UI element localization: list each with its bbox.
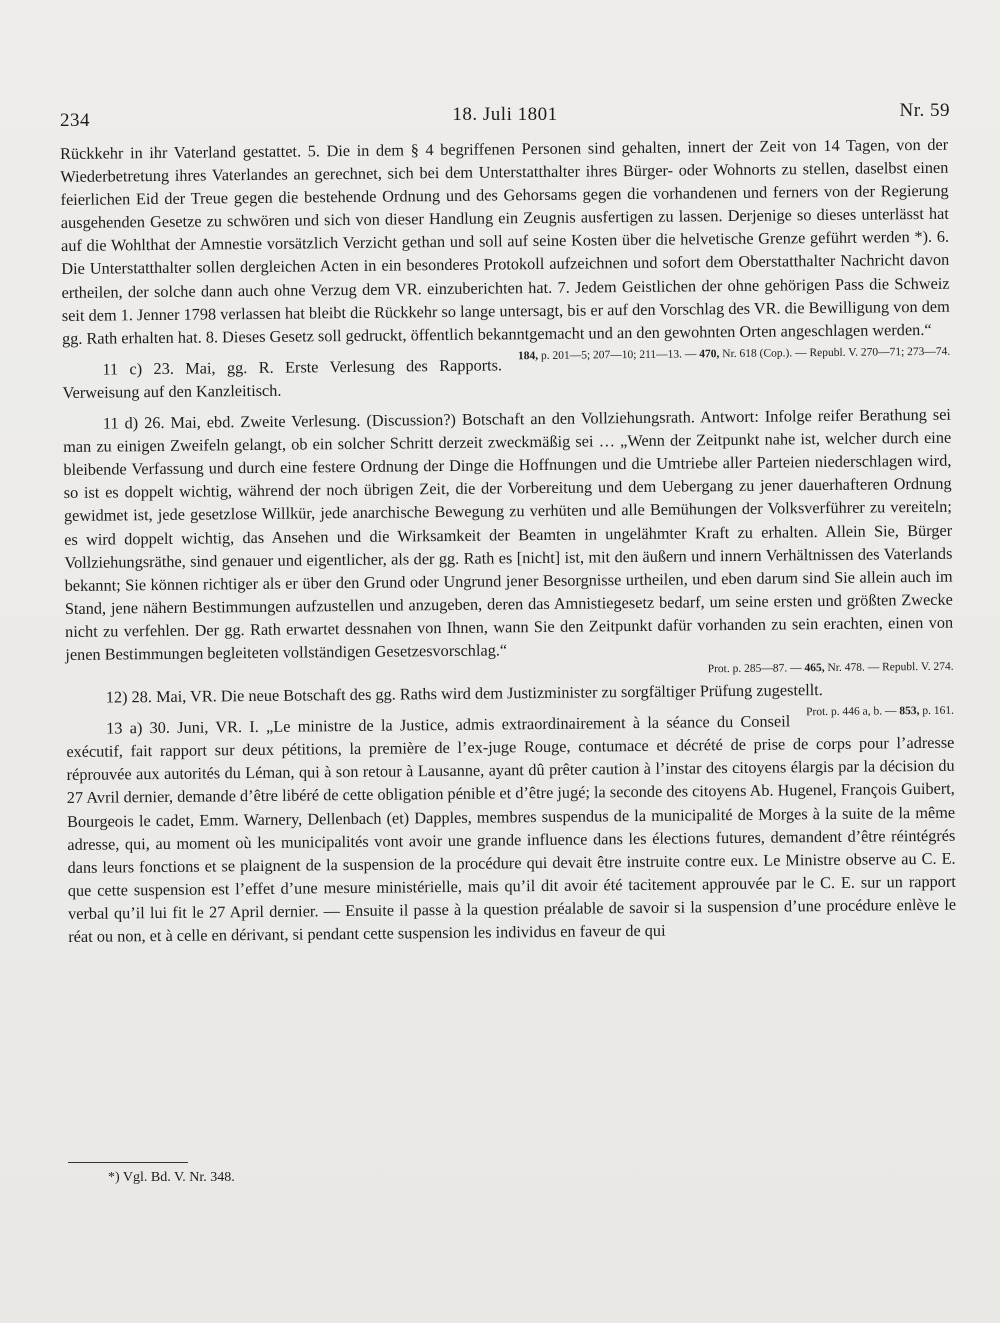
ref-bold: 853, — [899, 705, 920, 718]
paragraph-text: 11 c) 23. Mai, gg. R. Erste Verlesung des Rapports. Verweisung auf den Kanzleitisch. — [62, 355, 503, 402]
ref-bold: 470, — [699, 347, 720, 361]
ref-text: Prot. p. 446 a, b. — — [806, 705, 900, 719]
footnote-divider — [68, 1162, 188, 1163]
paragraph-text: 13 a) 30. Juni, VR. I. „Le ministre de la Justice, admis extraordinairement à la séance du Conseil exécutif, fait rapport sur deux pétitions, la première de l’ex-juge Rouge, contumace et décrété de prise de corps pour l’adresse réprouvée aux autorités du Léman, qui à son retour à Lausanne, ayant dû prêter caution à l’instar des citoyens élargis par la décision du 27 Avril dernier, demande d’être libéré de cette obligation pénible et d’être jugé; la seconde des citoyens Ab. Hugenel, François Guibert, Bourgeois le cadet, Emm. Warnery, Dellenbach (et) Dapples, membres suspendus de la municipalité de Morges à la suite de la même adresse, qui, au moment où les municipalités vont avoir une grande influence dans les élections futures, demandent d’être réintégrés dans leurs fonctions et se plaignent de la suspension de la procédure qui devait être instruite contre eux. Le Ministre observe au C. E. que cette suspension est l’effet d’une mesure ministérielle, mais qu’il dit avoir été tacitement approuvée par le C. E. sur un rapport verbal qu’il lui fit le 27 April dernier. — Ensuite il passe à la question préalable de savoir si la suspension d’une procédure enlève le réat ou non, et à celle en dérivant, si pendant cette suspension les individus en faveur de qui — [66, 711, 957, 946]
ref-bold: 465, — [804, 662, 825, 675]
paragraph-law-continuation — [60, 133, 951, 363]
page-number: 234 — [60, 110, 90, 131]
source-reference — [806, 700, 954, 725]
body-text — [60, 133, 956, 948]
paragraph-text: 12) 28. Mai, VR. Die neue Botschaft des gg. Raths wird dem Justizminister zu sorgfältiger Prüfung zugestellt. — [105, 680, 823, 707]
paragraph-11d — [63, 403, 954, 666]
ref-bold: 184, — [517, 349, 539, 363]
paragraph-text: 11 d) 26. Mai, ebd. Zweite Verlesung. (Discussion?) Botschaft an den Vollziehungsrath. Antwort: Infolge reifer Berathung sei man zu einigen Zweifeln gelangt, ob ein solcher Schritt derzeit zweckmäßig sei … „Wenn der Zeitpunkt nahe ist, welcher durch eine bleibende Verfassung und durch eine festere Ordnung der Dinge die Hoffnungen und die Umtriebe aller Parteien niederschlagen wird, so ist es doppelt wichtig, während der noch übrigen Zeit, die der Vorbereitung und dem Uebergang zu jener dauerhafteren Ordnung gewidmet ist, jede gesetzlose Willkür, jede anarchische Bewegung zu verhüten und alle Bemühungen der Volksverführer zu vereiteln; es wird doppelt wichtig, das Ansehen und die Wirksamkeit der Beamten in ungelähmter Kraft zu erhalten. Allein Sie, Bürger Vollziehungsräthe, sind genauer und eigentlicher, als der gg. Rath es [nicht] ist, mit den äußern und innern Verhältnissen des Vaterlands bekannt; Sie können richtiger als er über den Grund oder Ungrund jener Besorgnisse urtheilen, und eben darum sind Sie allein auch im Stand, jene nähern Bestimmungen aufzustellen und anzugeben, deren das Amnistiegesetz bedarf, um seine ersten und größten Zwecke nicht zu verfehlen. Der gg. Rath erwartet dessnahen von Ihnen, wann Sie den Zeitpunkt dafür vorhanden zu sein erachten, einen von jenen Bestimmungen begleiteten vollständigen Gesetzesvorschlag.“ — [63, 404, 954, 664]
ref-text: Nr. 478. — Republ. V. 274. — [824, 660, 954, 675]
document-number: Nr. 59 — [899, 100, 950, 121]
paragraph-13a — [66, 708, 956, 948]
ref-text: Nr. 618 (Cop.). — Republ. V. 270—71; 273—74. — [719, 345, 951, 360]
ref-text: p. 201—5; 207—10; 211—13. — — [537, 348, 700, 362]
page-header — [60, 100, 950, 134]
ref-text: p. 161. — [919, 704, 955, 718]
header-date: 18. Juli 1801 — [452, 104, 558, 125]
footnote: *) Vgl. Bd. V. Nr. 348. — [108, 1170, 235, 1185]
paragraph-text: Rückkehr in ihr Vaterland gestattet. 5. Die in dem § 4 begriffenen Personen sind gehalten, innert der Zeit von 14 Tagen, von der Wiederbetretung ihres Vaterlandes an gerechnet, sich bei dem Unterstatthalter ihres Bürger- oder Wohnorts zu stellen, daselbst einen feierlichen Eid der Treue gegen die bestehende Ordnung und des Gehorsams gegen die vorhandenen und ferners von der Regierung ausgehenden Gesetze zu schwören und sich von dieser Handlung ein Zeugnis ausfertigen zu lassen. Derjenige so dieses unterlässt hat auf die Wohlthat der Amnestie vorsätzlich Verzicht gethan und soll auf seine Kosten über die helvetische Grenze geführt werden *). 6. Die Unterstatthalter sollen dergleichen Acten in ein besonderes Protokoll aufzeichnen und sofort dem Oberstatthalter Nachricht davon ertheilen, der solche dann auch ohne Verzug dem VR. einzuberichten hat. 7. Jedem Geistlichen der ohne gehörigen Pass die Schweiz seit dem 1. Jenner 1798 verlassen hat bleibt die Rückkehr so lange untersagt, bis er auf den Vorschlag des VR. die Bewilligung von dem gg. Rath erhalten hat. 8. Dieses Gesetz soll gedruckt, öffentlich bekanntgemacht und an den gewohnten Orten angeschlagen werden.“ — [60, 134, 950, 348]
source-reference — [518, 341, 951, 369]
ref-text: Prot. p. 285—87. — — [707, 662, 805, 676]
